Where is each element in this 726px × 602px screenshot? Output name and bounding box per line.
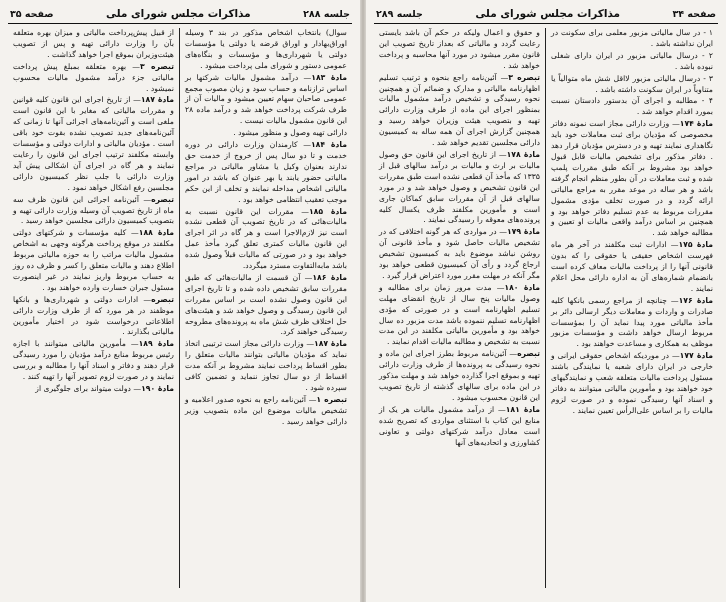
article-paragraph xyxy=(379,150,540,226)
article-label: مادهٔ ۱۸۸ xyxy=(138,228,174,238)
article-text: — از تاریخ اجرای این قانون کلیه قوانین و مقررات مالیاتی که مغایر با این قانون است ملغی است و آئین‌نامه‌های اجرائی آنها تا زمانی که آئین‌نامه‌های جدید تصویب نشده بقوت خود باقی است . مؤدیان مالیاتی و ادارات دولتی و مؤسسات وابسته مکلفند ترتیب اجرای این قانون را رعایت نمایند و هر گاه در اجرای آن اشکالی پیش آید وزارت دارائی با جلب نظر کمیسیون دارائی مجلسین رفع اشکال خواهد نمود . xyxy=(13,95,174,192)
article-paragraph xyxy=(551,296,713,351)
article-label: تبصره xyxy=(151,294,174,304)
left-page-header xyxy=(8,8,352,24)
article-text: — آئین‌نامه مربوط بطرز اجرای این ماده و نحوه رسیدگی به پرونده‌ها از طرف وزارت دارائی تهیه و بموقع اجرا گذارده خواهد شد و مهلت مذکور در این ماده برای سالهای گذشته از تاریخ تصویب این قانون محسوب میشود . xyxy=(379,349,540,402)
article-paragraph xyxy=(185,207,347,272)
article-label: مادهٔ ۱۸۰ xyxy=(504,282,541,292)
article-label: تبصره ۳ xyxy=(140,61,174,71)
text-paragraph: و حقوق و اعمال ولیکه در حکم آن باشد بایستی رعایت گردد و مالیاتی که بعداز تاریخ تصویب این قانون مقرر میشود در مورد آنها محاسبه و پرداخت خواهد شد . xyxy=(379,28,540,70)
article-paragraph xyxy=(13,62,174,95)
article-paragraph xyxy=(551,240,713,295)
article-paragraph xyxy=(13,339,174,383)
article-text: — در مواردی که هر گونه اختلافی که در تشخیص مالیات حاصل شود و مأخذ قانونی آن روشن نباشد موضوع باید به کمیسیون تشخیص ارجاع گردد و رأی آن کمیسیون قطعی خواهد بود مگر آنکه در مهلت مقرر مورد اعتراض قرار گیرد . xyxy=(379,227,540,280)
article-label: تبصره ۱ xyxy=(316,394,347,404)
article-paragraph xyxy=(185,73,347,128)
left-page xyxy=(0,0,360,602)
article-text: — از تاریخ اجرای این قانون حق وصول مالیات بر ارث و مالیات بر درآمد سالهای قبل از ۱۳۳۵ که مأخذ آن قطعی نشده است طبق مقررات این قانون تشخیص و وصول خواهد شد و در مورد سالهای قبل از آن مقررات سابق کماکان جاری است و مأمورین مکلفند ظرف یکسال کلیه پرونده‌های معوقه را رسیدگی نمایند . xyxy=(379,149,540,225)
article-label: مادهٔ ۱۹۰ xyxy=(141,384,174,393)
right-page-right-column xyxy=(546,28,718,588)
article-paragraph xyxy=(185,339,347,394)
article-text: — مقررات این قانون نسبت به مالیات‌هائی که در تاریخ تصویب آن قطعی نشده است نیز لازم‌الاجرا است و هر گاه در اثر اجرای این قانون مالیات کمتری تعلق گیرد مأخذ عمل خواهد بود و در صورتی که مالیات قبلاً وصول شده باشد مابه‌التفاوت مسترد میگردد. xyxy=(185,206,347,271)
article-paragraph xyxy=(379,283,540,348)
article-label: تبصره xyxy=(151,194,174,204)
session-number: جلسه ۲۸۸ xyxy=(303,8,350,20)
page-title: مذاکرات مجلس شورای ملی xyxy=(475,8,621,20)
article-label: مادهٔ ۱۷۶ xyxy=(678,295,713,305)
session-number: جلسه ۲۸۹ xyxy=(376,8,423,20)
article-paragraph xyxy=(13,95,174,193)
article-label: مادهٔ ۱۸۳ xyxy=(311,72,347,82)
text-paragraph: ۳ - درسال مالیاتی مزبور لااقل شش ماه متوالیاً یا متناوباً در ایران سکونت داشته باشد . xyxy=(551,73,713,94)
article-label: مادهٔ ۱۷۹ xyxy=(506,227,540,237)
article-paragraph xyxy=(379,405,540,449)
article-text: — از درآمد مشمول مالیات هر یک از منابع این کتاب با استثنای مواردی که تصریح شده است معادل درآمد شرکتهای دولتی و تعاونی کشاورزی و اتحادیه‌های آنها xyxy=(379,404,540,447)
article-label: مادهٔ ۱۸۴ xyxy=(310,140,347,150)
article-paragraph xyxy=(379,349,540,404)
article-text: — وزارت دارائی مجاز است ترتیبی اتخاذ نماید که مؤدیان مالیاتی بتوانند مالیات متعلق را بطور اقساط پرداخت نمایند مشروط بر آنکه مدت اقساط از دو سال تجاوز ننماید و تضمین کافی سپرده شود . xyxy=(185,339,347,392)
text-paragraph: از قبیل پیش‌پرداخت مالیاتی و میزان بهره متعلقه بآن را وزارت دارائی تهیه و پس از تصویب هیئت‌وزیران بموقع اجرا خواهد گذاشت . xyxy=(13,28,174,59)
left-page-right-column xyxy=(180,28,352,588)
page-number: صفحه ۳۴ xyxy=(672,8,716,20)
article-text: — درآمد مشمول مالیات شرکتها بر اساس ترازنامه و حساب سود و زیان مصوب مجمع عمومی صاحبان سهام تعیین میشود و مالیات آن از طرف شرکت پرداخت خواهد شد و درآمد ماده ۲۸ این قانون مشمول مالیات نیست . xyxy=(185,72,347,126)
article-text: — کارمندان وزارت دارائی در دوره خدمت و تا دو سال پس از خروج از خدمت حق ندارند بعنوان وکیل یا مشاور مالیاتی در مراجع مالیاتی حضور یابند یا بهر عنوان که باشد در امور مالیاتی اشخاص مداخله نمایند و تخلف از این حکم موجب تعقیب انتظامی خواهد بود . xyxy=(185,140,347,204)
text-paragraph: ۴ - مطالبه و اجرای آن بدستور دادستان نسبت بمورد اقدام خواهد شد . xyxy=(551,96,713,117)
article-paragraph xyxy=(13,228,174,293)
article-text: — وزارت دارائی مجاز است نمونه دفاتر مخصوصی که مؤدیان برای ثبت معاملات خود باید نگاهداری نمایند تهیه و در دسترس مؤدیان قرار دهد . دفاتر مذکور برای تشخیص مالیات قابل قبول خواهد بود مشروط بر آنکه طبق مقررات پلمپ شده و ثبت معاملات در آن بطور منظم انجام گرفته باشد و هر ساله در موعد مقرر به مراجع مالیاتی ارائه گردد و در صورت تخلف مؤدی مشمول مقررات مربوط به عدم تسلیم دفاتر خواهد بود و همچنین بر اساس درآمد واقعی مالیات او تعیین و مطالبه خواهد شد . xyxy=(551,119,713,238)
right-page xyxy=(366,0,726,602)
article-label: مادهٔ ۱۷۸ xyxy=(506,149,540,159)
text-paragraph: سوال) بانتخاب اشخاص مذکور در بند ۳ وسیله اوراق‌بهادار و اوراق قرضه یا دولتی یا مؤسسات دولتی یا شهرداری‌ها و مؤسسات و بنگاه‌های عمومی دستور و شورای ملی پرداخت میشود . xyxy=(185,28,347,70)
article-label: مادهٔ ۱۸۷ xyxy=(140,95,174,105)
article-paragraph xyxy=(13,384,174,395)
article-label: مادهٔ ۱۸۱ xyxy=(505,404,540,414)
article-text: — کلیه مؤسسات و شرکتهای دولتی مکلفند در موقع پرداخت هرگونه وجهی به اشخاص مشمول مالیات مراتب را به حوزه مالیاتی مربوط اطلاع دهند و مالیات متعلق را کسر و ظرف ده روز به حساب مربوط واریز نمایند در غیر اینصورت مسئول جبران خسارت وارده خواهند بود . xyxy=(13,228,174,292)
article-paragraph xyxy=(185,395,347,428)
article-paragraph xyxy=(185,273,347,338)
article-text: — ادارات دولتی و شهرداری‌ها و بانکها موظفند در هر مورد که از طرف وزارت دارائی اطلاعاتی درخواست شود در اختیار مأمورین مالیاتی بگذارند . xyxy=(13,294,174,337)
right-page-header xyxy=(374,8,718,24)
article-paragraph xyxy=(13,295,174,339)
page-title: مذاکرات مجلس شورای ملی xyxy=(105,8,251,20)
article-paragraph xyxy=(551,119,713,239)
article-paragraph xyxy=(379,227,540,282)
article-text: — بهره متعلقه بمبلغ پیش پرداخت مالیاتی جزء درآمد مشمول مالیات محسوب نمیشود . xyxy=(13,61,174,93)
article-text: — چنانچه از مراجع رسمی بانکها کلیه صادرات و واردات و معاملات دیگر ارسالی دائر بر مأخذ مالیاتی مورد پیدا نماید آن را بمؤسسات مربوط ارسال خواهد داشت و مؤسسات مزبور موظف به همکاری و مساعدت خواهند بود . xyxy=(551,295,713,349)
article-label: مادهٔ ۱۸۷ xyxy=(314,339,347,349)
article-label: مادهٔ ۱۸۶ xyxy=(312,272,348,282)
text-paragraph: ۲ - درسال مالیاتی مزبور در ایران دارای شغلی نبوده باشد . xyxy=(551,50,713,71)
left-page-left-column xyxy=(8,28,180,588)
article-paragraph xyxy=(551,351,713,416)
article-label: مادهٔ ۱۷۵ xyxy=(678,240,713,250)
text-paragraph: دارائی تهیه وصول و منظور میشود . xyxy=(233,128,347,138)
article-label: تبصره ۳ xyxy=(508,72,540,82)
text-paragraph: ۱ - در سال مالیاتی مزبور معلمی برای سکونت در ایران نداشته باشد . xyxy=(551,28,713,48)
article-paragraph xyxy=(13,195,174,228)
article-text: — دولت میتواند برای جلوگیری از xyxy=(35,384,142,393)
article-label: مادهٔ ۱۷۷ xyxy=(679,351,714,361)
article-text: — مأمورین مالیاتی میتوانند با اجازه رئیس مربوط منابع درآمد مؤدیان را مورد رسیدگی قرار دهند و دفاتر و اسناد آنها را مطالبه و بررسی نمایند و در صورت لزوم تصویر آنها را تهیه کنند . xyxy=(13,339,174,382)
article-text: — آئین‌نامه اجرائی این قانون ظرف سه ماه از تاریخ تصویب آن وسیله وزارت دارائی تهیه و بتصویب کمیسیون دارائی مجلسین خواهد رسید . xyxy=(13,194,174,226)
article-paragraph xyxy=(185,140,347,205)
article-text: — در موردیکه اشخاص حقوقی ایرانی و خارجی در ایران دارای شعبه یا نمایندگی باشند مسئول پرداخت مالیات متعلقه شعب و نمایندگیهای خود خواهند بود و مأمورین مالیاتی میتوانند به دفاتر و اسناد آنها رسیدگی نموده و در صورت لزوم مالیات را بر اساس علی‌الرأس تعیین نمایند . xyxy=(551,351,713,415)
article-label: مادهٔ ۱۸۹ xyxy=(138,339,174,349)
article-paragraph xyxy=(379,73,540,149)
article-text: — آئین‌نامه راجع بنحوه و ترتیب تسلیم اظهارنامه مالیاتی و مدارک و ضمائم آن و همچنین نحوه رسیدگی و تشخیص درآمد مشمول مالیات بمنظور اجرای این ماده از طرف وزارت دارائی تهیه و بتصویب هیئت وزیران خواهد رسید و همچنین گزارش اجرای آن همه ساله به کمیسیون دارائی مجلسین تقدیم خواهد شد . xyxy=(379,72,540,148)
article-text: — مدت مرور زمان برای مطالبه و وصول مالیات پنج سال از تاریخ انقضای مهلت تسلیم اظهارنامه است و در صورتی که مؤدی اظهارنامه تسلیم ننموده باشد مدت مزبور ده سال خواهد بود و مأمورین مالیاتی مکلفند در این مدت نسبت به تشخیص و مطالبه مالیات اقدام نمایند . xyxy=(379,282,540,347)
article-label: تبصره xyxy=(517,349,540,359)
article-label: مادهٔ ۱۷۴ xyxy=(679,119,713,129)
article-label: مادهٔ ۱۸۵ xyxy=(308,206,347,216)
left-page-columns xyxy=(8,28,352,588)
page-number: صفحه ۳۵ xyxy=(10,8,54,20)
article-text: — آن قسمت از مالیات‌هائی که طبق مقررات سابق تشخیص داده شده و تا تاریخ اجرای این قانون وصول نشده است بر اساس مقررات این قانون رسیدگی و وصول خواهد شد و هیئت‌های حل اختلاف ظرف شش ماه به پرونده‌های مطروحه رسیدگی خواهند کرد. xyxy=(185,272,347,337)
right-page-left-column xyxy=(374,28,546,588)
article-text: — ادارات ثبت مکلفند در آخر هر ماه فهرست اشخاص حقیقی یا حقوقی را که بدون قانونی آنها را از پرداخت مالیات معاف کرده است بانضمام شماره‌های آن به اداره دارائی محل اعلام نمایند . xyxy=(551,240,713,293)
article-text: — آئین‌نامه راجع به نحوه صدور اعلامیه و تشخیص مالیات موضوع این ماده بتصویب وزیر دارائی خواهد رسید . xyxy=(185,394,347,426)
right-page-columns xyxy=(374,28,718,588)
